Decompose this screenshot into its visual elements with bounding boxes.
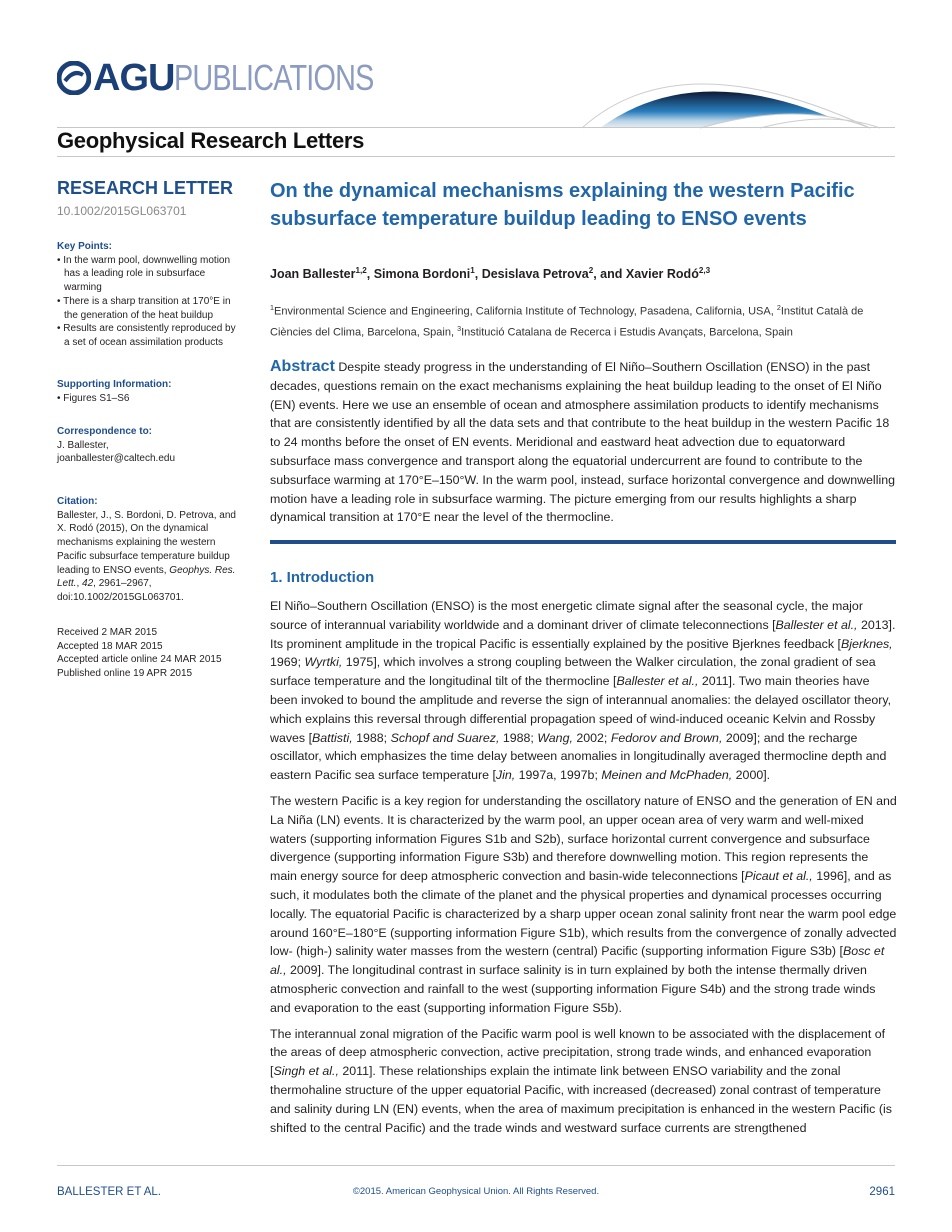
- citation-reference[interactable]: 42: [82, 578, 94, 590]
- article-title: On the dynamical mechanisms explaining the western Pacific subsurface temperature buildup leading to ENSO events: [270, 180, 855, 230]
- supporting-item[interactable]: • Figures S1–S6: [57, 392, 242, 406]
- agu-publications-logo: [57, 58, 424, 98]
- key-points-heading: Key Points:: [57, 241, 113, 252]
- author-affiliation-mark: 2: [588, 266, 594, 275]
- citation-heading: Citation:: [57, 496, 98, 507]
- abstract-label: Abstract: [270, 358, 335, 375]
- author-name: Joan Ballester: [270, 267, 356, 282]
- citation-reference[interactable]: Wyrtki,: [304, 655, 343, 670]
- date-received: Received 2 MAR 2015: [57, 627, 158, 638]
- text-run: 1969;: [270, 655, 305, 670]
- earth-horizon-graphic: [570, 70, 895, 130]
- citation-reference[interactable]: Meinen and McPhaden,: [601, 768, 733, 783]
- text-run: , 2961–2967, doi:10.1002/2015GL063701.: [57, 578, 184, 603]
- paragraph: [270, 597, 897, 785]
- affiliation-mark: 3: [457, 324, 462, 333]
- author-affiliation-mark: 1,2: [355, 266, 367, 275]
- text-run: 2000].: [732, 768, 771, 783]
- date-published: Published online 19 APR 2015: [57, 668, 193, 680]
- text-run: 2011]. Two main theories have been invoked to bound the amplitude and reverse the sign of interannual anomalies: the delayed oscillator theory, which explains this reversal through differential propagation speed of wind-induced oceanic Kelvin and Rossby waves [: [270, 674, 892, 745]
- affiliation: Institut Català de Ciències del Clima, Barcelona, Spain,: [270, 305, 864, 339]
- dates: [57, 626, 242, 681]
- text-run: 2011]. These relationships explain the intimate link between ENSO variability and the zonal thermohaline structure of the upper equatorial Pacific, with increased (decreased) zonal contrast of temperature and salinity during LN (EN) events, when the area of maximum precipitation is enhanced in the western Pacific (is shifted to the central Pacific) and the trade winds and westward surface currents are strengthened: [270, 1064, 892, 1135]
- logo-agu: AGU: [93, 57, 175, 99]
- footer-divider: [57, 1165, 895, 1166]
- text-run: 2009]; and the recharge oscillator, which emphasizes the time delay between anomalies in longitudinally averaged thermocline depth and eastern Pacific sea surface temperature [: [270, 730, 887, 783]
- citation-reference[interactable]: Ballester et al.,: [775, 617, 858, 632]
- author-name: Simona Bordoni: [373, 267, 471, 282]
- text-run: El Niño–Southern Oscillation (ENSO) is the most energetic climate signal after the seasonal cycle, the major source of interannual variability worldwide and a dominant driver of climate teleconnections [: [270, 599, 863, 632]
- text-run: The western Pacific is a key region for understanding the oscillatory nature of ENSO and the generation of EN and La Niña (LN) events. It is characterized by the warm pool, an upper ocean area of very warm and well-mixed waters (supporting information Figures S1b and S2b), surface horizontal current convergence and subsurface divergence (supporting information Figure S3b) and therefore downwelling motion. This region represents the main energy source for deep atmospheric convection and basin-wide teleconnections [: [270, 793, 897, 884]
- citation-reference[interactable]: Ballester et al.,: [616, 674, 699, 689]
- date-accepted-online: Accepted article online 24 MAR 2015: [57, 654, 222, 666]
- footer-author: BALLESTER ET AL.: [57, 1186, 161, 1198]
- author-name: Xavier Rodó: [625, 267, 699, 282]
- citation-reference[interactable]: Bosc et al.,: [270, 944, 885, 978]
- affiliation-mark: 1: [270, 304, 274, 312]
- key-point: • In the warm pool, downwelling motion has a leading role in subsurface warming: [57, 254, 242, 295]
- abstract-text: Despite steady progress in the understanding of El Niño–Southern Oscillation (ENSO) in the past decades, questions remain on the exact mechanisms explaining the heat buildup leading to the onset of El Niño (EN) events. Here we use an ensemble of ocean and atmosphere assimilation products to identify mechanisms that are consistently identified by all the data sets and that contribute to the heat buildup in the western Pacific 18 to 24 months before the onset of EN events. Meridional and eastward heat advection due to equatorward subsurface mass convergence and transport along the equatorial undercurrent are found to contribute to the subsurface warming at 170°E–150°W. In the warm pool, instead, surface horizontal convergence and downwelling motion have a leading role in subsurface warming. The picture emerging from our results highlights a sharp dynamical transition at 170°E near the level of the thermocline.: [270, 360, 895, 525]
- affiliation-mark: 2: [776, 304, 781, 312]
- text-run: 1988;: [352, 730, 391, 745]
- citation-text: [57, 509, 242, 605]
- date-accepted: Accepted 18 MAR 2015: [57, 640, 163, 652]
- text-run: The interannual zonal migration of the Pacific warm pool is well known to be associated with the displacement of the areas of deep atmospheric convection, active precipitation, strong trade winds, and enhanced evaporation [: [270, 1026, 886, 1079]
- affiliation: Institució Catalana de Recerca i Estudis Avançats, Barcelona, Spain: [461, 326, 793, 339]
- journal-title: Geophysical Research Letters: [57, 128, 365, 153]
- correspondence-heading: Correspondence to:: [57, 426, 153, 437]
- citation-reference[interactable]: Battisti,: [312, 730, 353, 745]
- citation-reference[interactable]: Jin,: [495, 768, 516, 783]
- doi[interactable]: 10.1002/2015GL063701: [57, 204, 187, 218]
- citation-reference[interactable]: Wang,: [537, 730, 573, 745]
- citation-reference[interactable]: Bjerknes,: [840, 636, 893, 651]
- text-run: 2002;: [572, 730, 611, 745]
- author-affiliation-mark: 2,3: [698, 266, 711, 275]
- text-run: 1997a, 1997b;: [515, 768, 602, 783]
- affiliation: Environmental Science and Engineering, California Institute of Technology, Pasadena, California, USA,: [273, 305, 777, 318]
- citation: [57, 495, 242, 605]
- author-name: Desislava Petrova: [481, 267, 589, 282]
- supporting-heading: Supporting Information:: [57, 379, 172, 390]
- footer-copyright: ©2015. American Geophysical Union. All Rights Reserved.: [352, 1186, 600, 1197]
- citation-reference[interactable]: Picaut et al.,: [744, 869, 813, 884]
- supporting-information: [57, 378, 242, 405]
- text-run: 2009]. The longitudinal contrast in surface salinity is in turn explained by both the intense thermally driven atmospheric convection and rainfall to the west (supporting information Figure S4b) and the strong trade winds and evaporation to the east (supporting information Figure S5b).: [270, 963, 876, 1015]
- body-text: [270, 597, 897, 1144]
- citation-reference[interactable]: Geophys. Res. Lett.: [57, 564, 236, 590]
- text-run: 1996], and as such, it modulates both the climate of the planet and the physical properties and dynamical processes occurring locally. The equatorial Pacific is characterized by a sharp upper ocean zonal salinity front near the warm pool edge around 160°E–180°E (supporting information Figure S1b), which results from the convergence of zonally advected low- (high-) salinity water masses from the western (central) Pacific (supporting information Figure S3b) [: [270, 869, 897, 959]
- text-run: Ballester, J., S. Bordoni, D. Petrova, and X. Rodó (2015), On the dynamical mechanisms explaining the western Pacific subsurface temperature buildup leading to ENSO events,: [57, 509, 236, 576]
- author-affiliation-mark: 1: [470, 266, 475, 275]
- correspondence-email[interactable]: joanballester@caltech.edu: [57, 453, 176, 465]
- citation-reference[interactable]: Singh et al.,: [273, 1064, 339, 1079]
- citation-reference[interactable]: Fedorov and Brown,: [610, 730, 723, 745]
- correspondence-name: J. Ballester,: [57, 439, 109, 451]
- key-point: • There is a sharp transition at 170°E in the generation of the heat buildup: [57, 295, 242, 322]
- text-run: ,: [76, 578, 83, 590]
- text-run: 2013]. Its prominent amplitude in the tropical Pacific is essentially explained by the positive Bjerknes feedback [: [270, 617, 896, 651]
- authors: Joan Ballester$^{1,2}$, Simona Bordoni$^1$, Desislava Petrova$^2$, and Xavier Rodó$^{2,3}$: [270, 266, 711, 282]
- text-run: 1988;: [499, 730, 538, 745]
- abstract: [270, 358, 897, 527]
- key-point: • Results are consistently reproduced by a set of ocean assimilation products: [57, 322, 242, 349]
- affiliations: [270, 300, 900, 341]
- text-run: 1975], which involves a strong coupling between the Walker circulation, the zonal gradient of sea surface temperature and the longitudinal tilt of the thermocline [: [270, 655, 876, 689]
- paragraph: [270, 792, 897, 1018]
- section-heading: 1. Introduction: [270, 569, 375, 586]
- agu-logo-icon: [57, 61, 91, 95]
- abstract-rule: [270, 540, 896, 544]
- correspondence: [57, 425, 242, 466]
- journal-divider: [57, 156, 895, 157]
- page-number: 2961: [869, 1186, 895, 1198]
- citation-reference[interactable]: Schopf and Suarez,: [390, 730, 500, 745]
- logo-publications: PUBLICATIONS: [174, 57, 374, 98]
- key-points: [57, 240, 242, 350]
- paragraph: [270, 1025, 897, 1138]
- article-type: RESEARCH LETTER: [57, 178, 234, 198]
